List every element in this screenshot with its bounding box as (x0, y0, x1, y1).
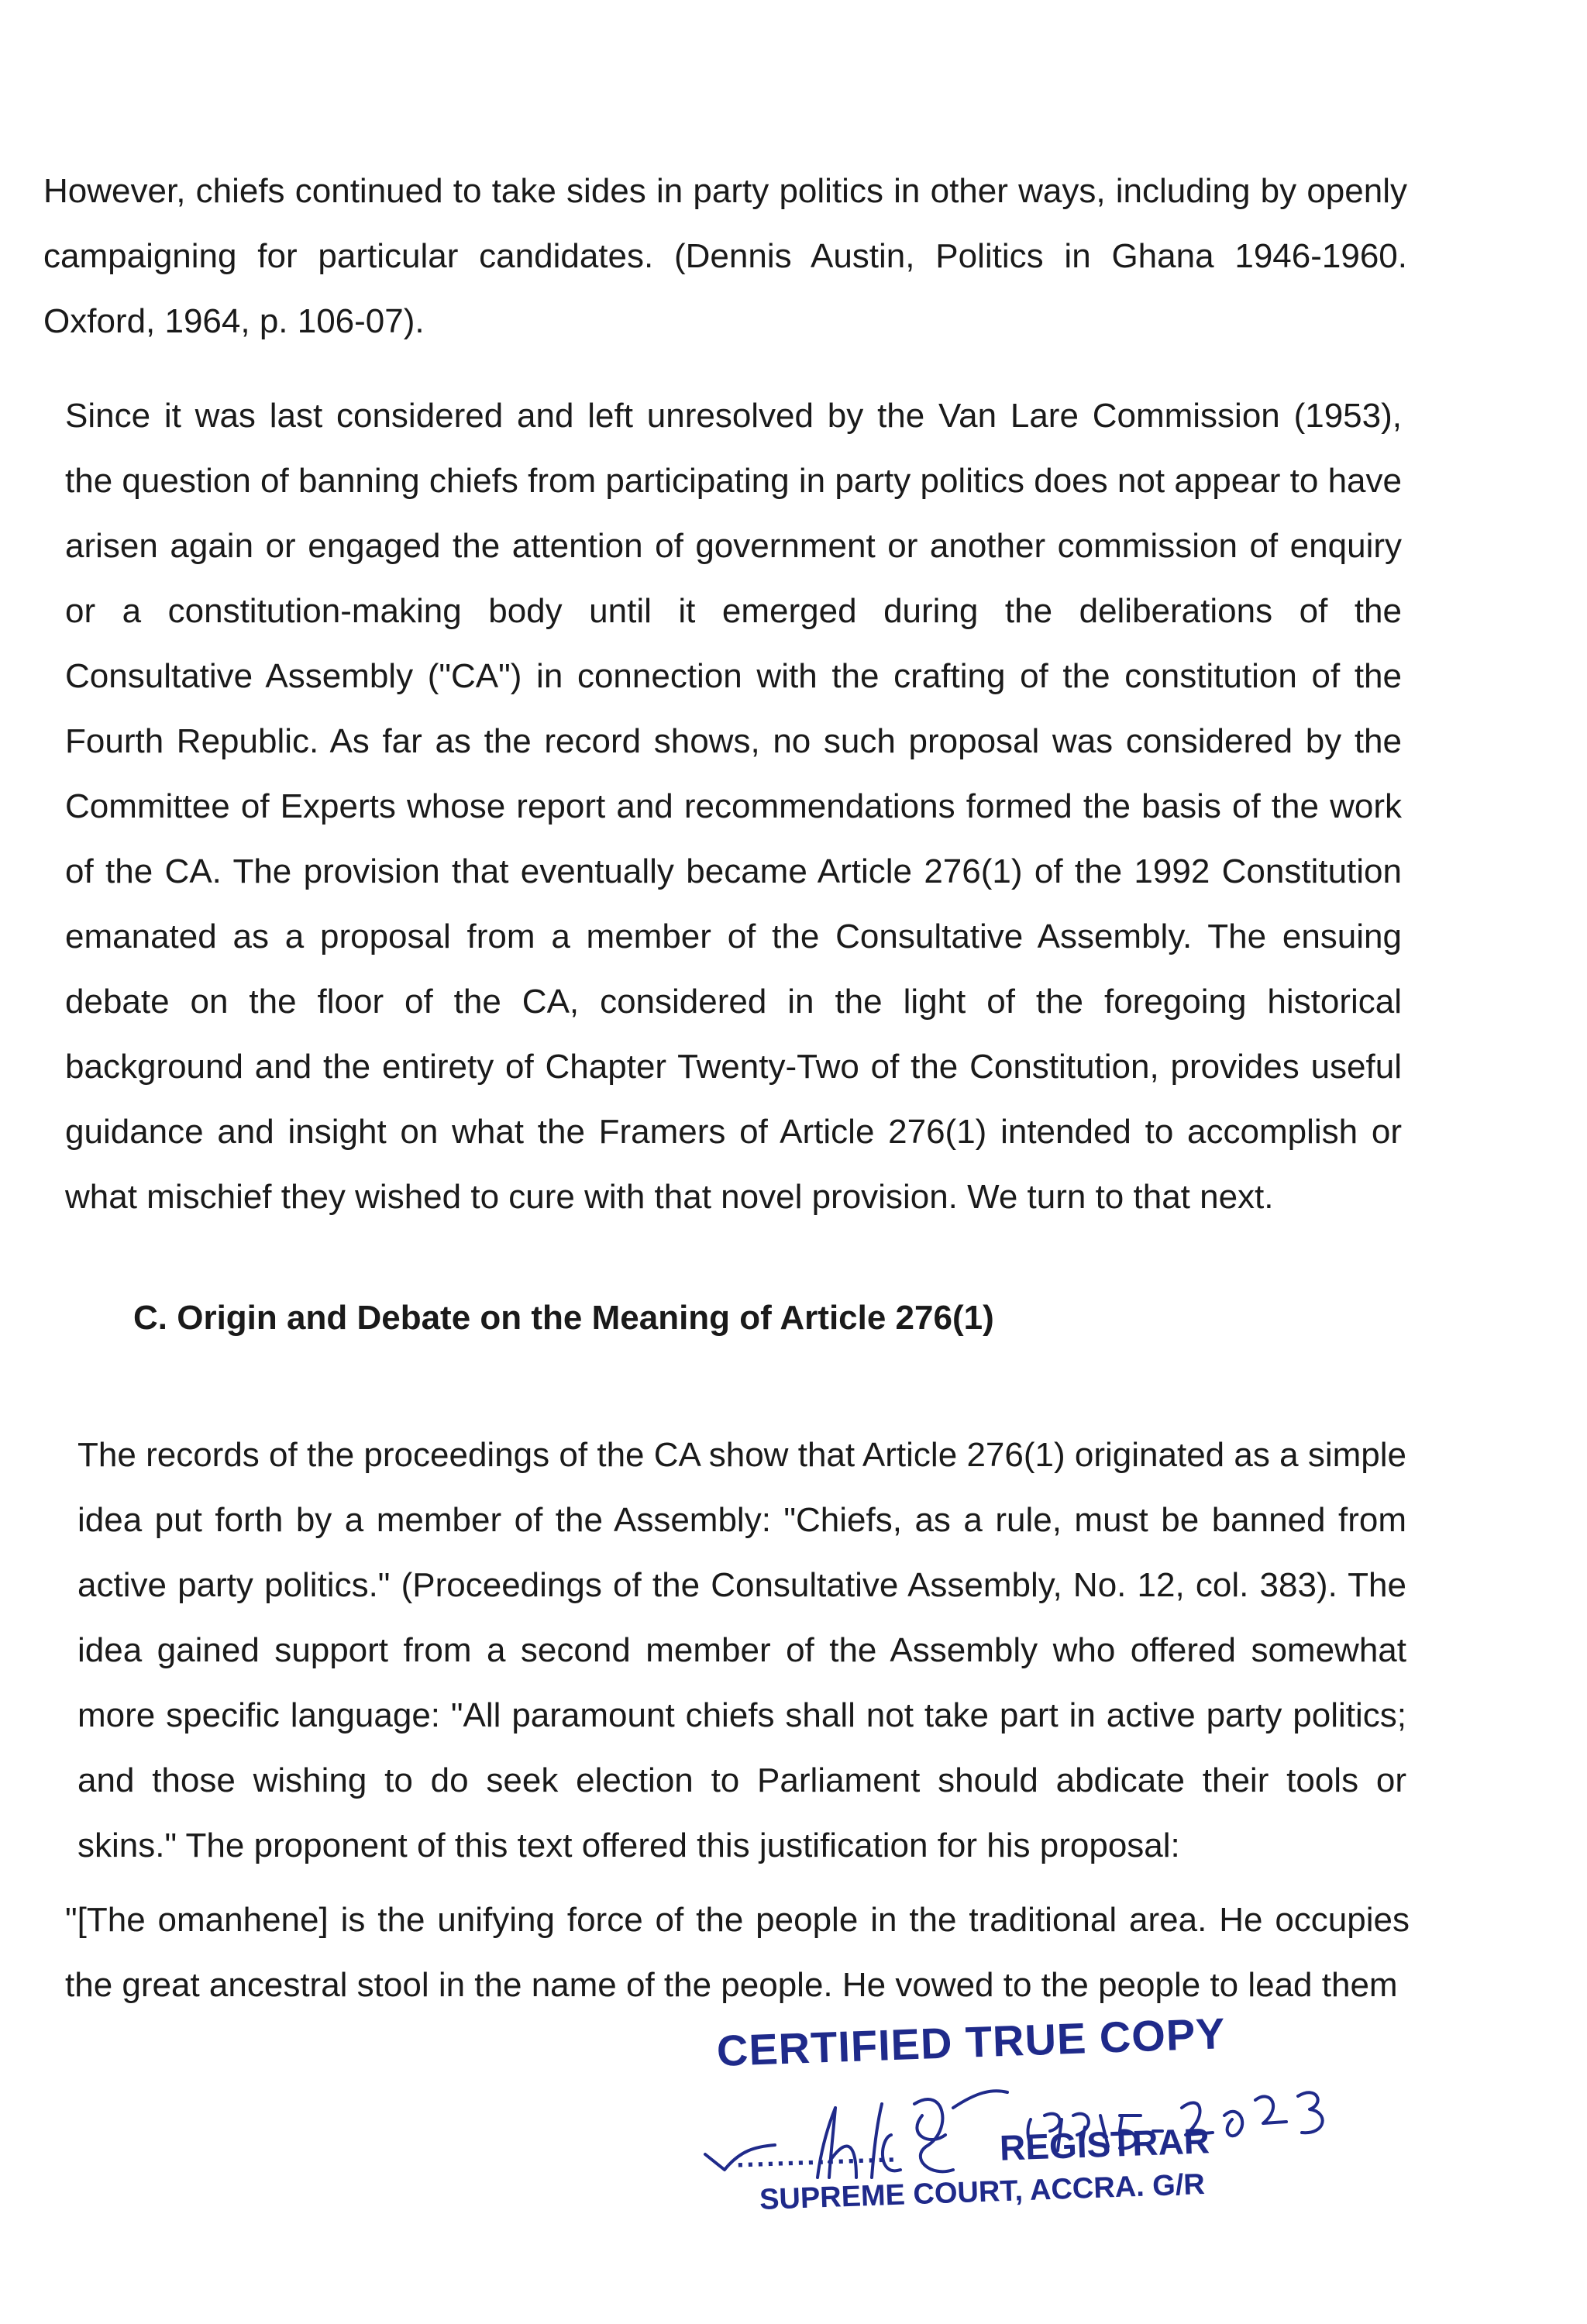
stamp-title: CERTIFIED TRUE COPY (715, 2009, 1227, 2075)
paragraph-van-lare-commission: Since it was last considered and left unresolved by the Van Lare Commission (1953), the question of banning chiefs from participating in party politics does not appear to have arisen again or engaged the attention of government or another commission of enquiry or a constitution-making body until it emerged during the deliberations of the Consultative Assembly ("CA") in connection with the crafting of the constitution of the Fourth Republic. As far as the record shows, no such proposal was considered by the Committee of Experts whose report and recommendations formed the basis of the work of the CA. The provision that eventually became Article 276(1) of the 1992 Constitution emanated as a proposal from a member of the Consultative Assembly. The ensuing debate on the floor of the CA, considered in the light of the foregoing historical background and the entirety of Chapter Twenty-Two of the Constitution, provides useful guidance and insight on what the Framers of Article 276(1) intended to accomplish or what mischief they wished to cure with that novel provision. We turn to that next. (65, 397, 1402, 1216)
stamp-signature-line: ................ (735, 2136, 898, 2174)
certified-true-copy-stamp (682, 2007, 1410, 2240)
section-heading: C. Origin and Debate on the Meaning of Article 276(1) (133, 1299, 994, 1337)
stamp-court-name: SUPREME COURT, ACCRA. G/R (759, 2167, 1206, 2217)
stamp-registrar: REGISTRAR (999, 2120, 1210, 2168)
paragraph-chiefs-campaigning: However, chiefs continued to take sides in party politics in other ways, including by openly campaigning for particular candidates. (Dennis Austin, Politics in Ghana 1946-1960. Oxford, 1964, p. 106-07). (43, 172, 1407, 340)
paragraph-omanhene-quote: "[The omanhene] is the unifying force of the people in the traditional area. He occupies the great ancestral stool in the name of the people. He vowed to the people to lead them (65, 1901, 1410, 2004)
paragraph-ca-proceedings: The records of the proceedings of the CA show that Article 276(1) originated as a simple idea put forth by a member of the Assembly: "Chiefs, as a rule, must be banned from active party politics." (Proceedings of the Consultative Assembly, No. 12, col. 383). The idea gained support from a second member of the Assembly who offered somewhat more specific language: "All paramount chiefs shall not take part in active party politics; and those wishing to do seek election to Parliament should abdicate their tools or skins." The proponent of this text offered this justification for his proposal: (77, 1436, 1406, 1864)
